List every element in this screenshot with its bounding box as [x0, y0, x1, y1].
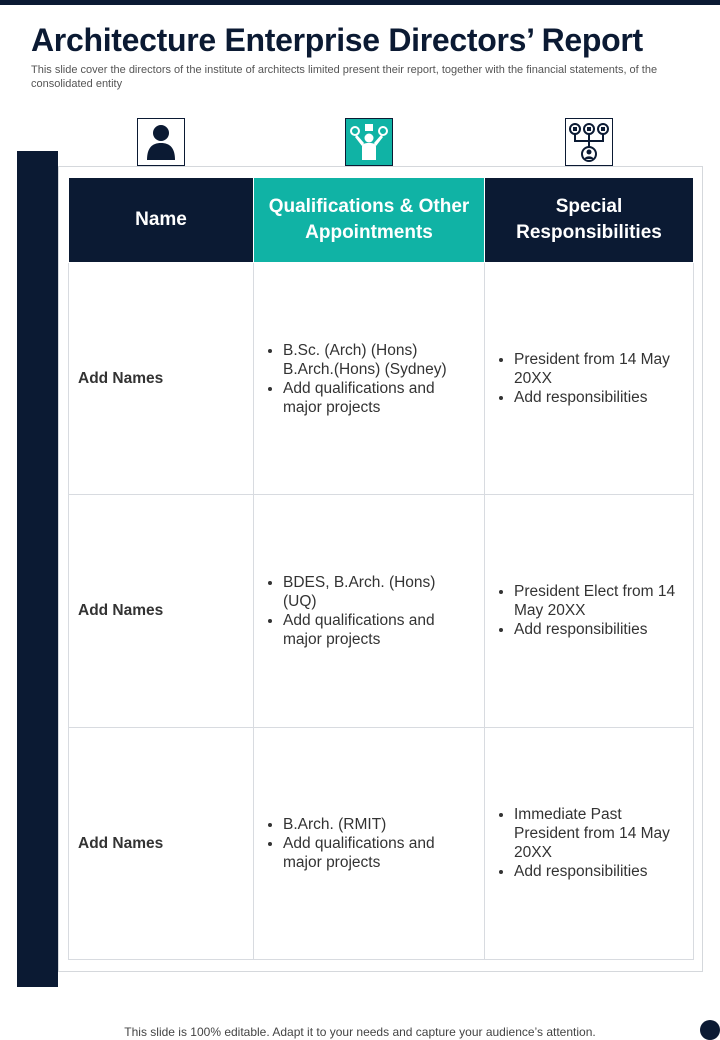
list-item: • Add responsibilities [514, 862, 679, 881]
header-qualifications: Qualifications & Other Appointments [254, 178, 485, 263]
director-name: Add Names [69, 495, 254, 727]
page-title: Architecture Enterprise Directors’ Report [31, 22, 643, 58]
corner-dot [700, 1020, 720, 1040]
list-item: • Add qualifications and major projects [283, 611, 470, 649]
list-item: • Add responsibilities [514, 388, 679, 407]
list-item: • Immediate Past President from 14 May 20XX [514, 805, 679, 862]
list-item: • Add responsibilities [514, 620, 679, 639]
list-item: • B.Sc. (Arch) (Hons) B.Arch.(Hons) (Sydney) [283, 341, 470, 379]
list-item: • B.Arch. (RMIT) [283, 815, 470, 834]
top-accent-bar [0, 0, 720, 5]
qualifications-cell [254, 727, 485, 959]
page-subtitle: This slide cover the directors of the institute of architects limited present their report, together with the financial statements, of the consolidated entity [31, 64, 658, 90]
table-row [69, 495, 694, 727]
header-name: Name [69, 178, 254, 263]
responsibilities-cell [485, 495, 694, 727]
list-item: • BDES, B.Arch. (Hons) (UQ) [283, 573, 470, 611]
table-row [69, 263, 694, 495]
list-item: • Add qualifications and major projects [283, 379, 470, 417]
list-item: • Add qualifications and major projects [283, 834, 470, 872]
directors-table [68, 177, 694, 960]
list-item: • President from 14 May 20XX [514, 350, 679, 388]
side-accent-bar [17, 151, 58, 987]
header-responsibilities: Special Responsibilities [485, 178, 694, 263]
qualifications-cell [254, 495, 485, 727]
table-row [69, 727, 694, 959]
director-name: Add Names [69, 263, 254, 495]
qualifications-cell [254, 263, 485, 495]
table-header-row [69, 178, 694, 263]
person-icon [137, 118, 185, 166]
responsibilities-cell [485, 263, 694, 495]
network-icon [565, 118, 613, 166]
list-item: • President Elect from 14 May 20XX [514, 582, 679, 620]
achievement-icon [345, 118, 393, 166]
director-name: Add Names [69, 727, 254, 959]
responsibilities-cell [485, 727, 694, 959]
footer-note: This slide is 100% editable. Adapt it to your needs and capture your audience’s attention. [124, 1025, 596, 1039]
